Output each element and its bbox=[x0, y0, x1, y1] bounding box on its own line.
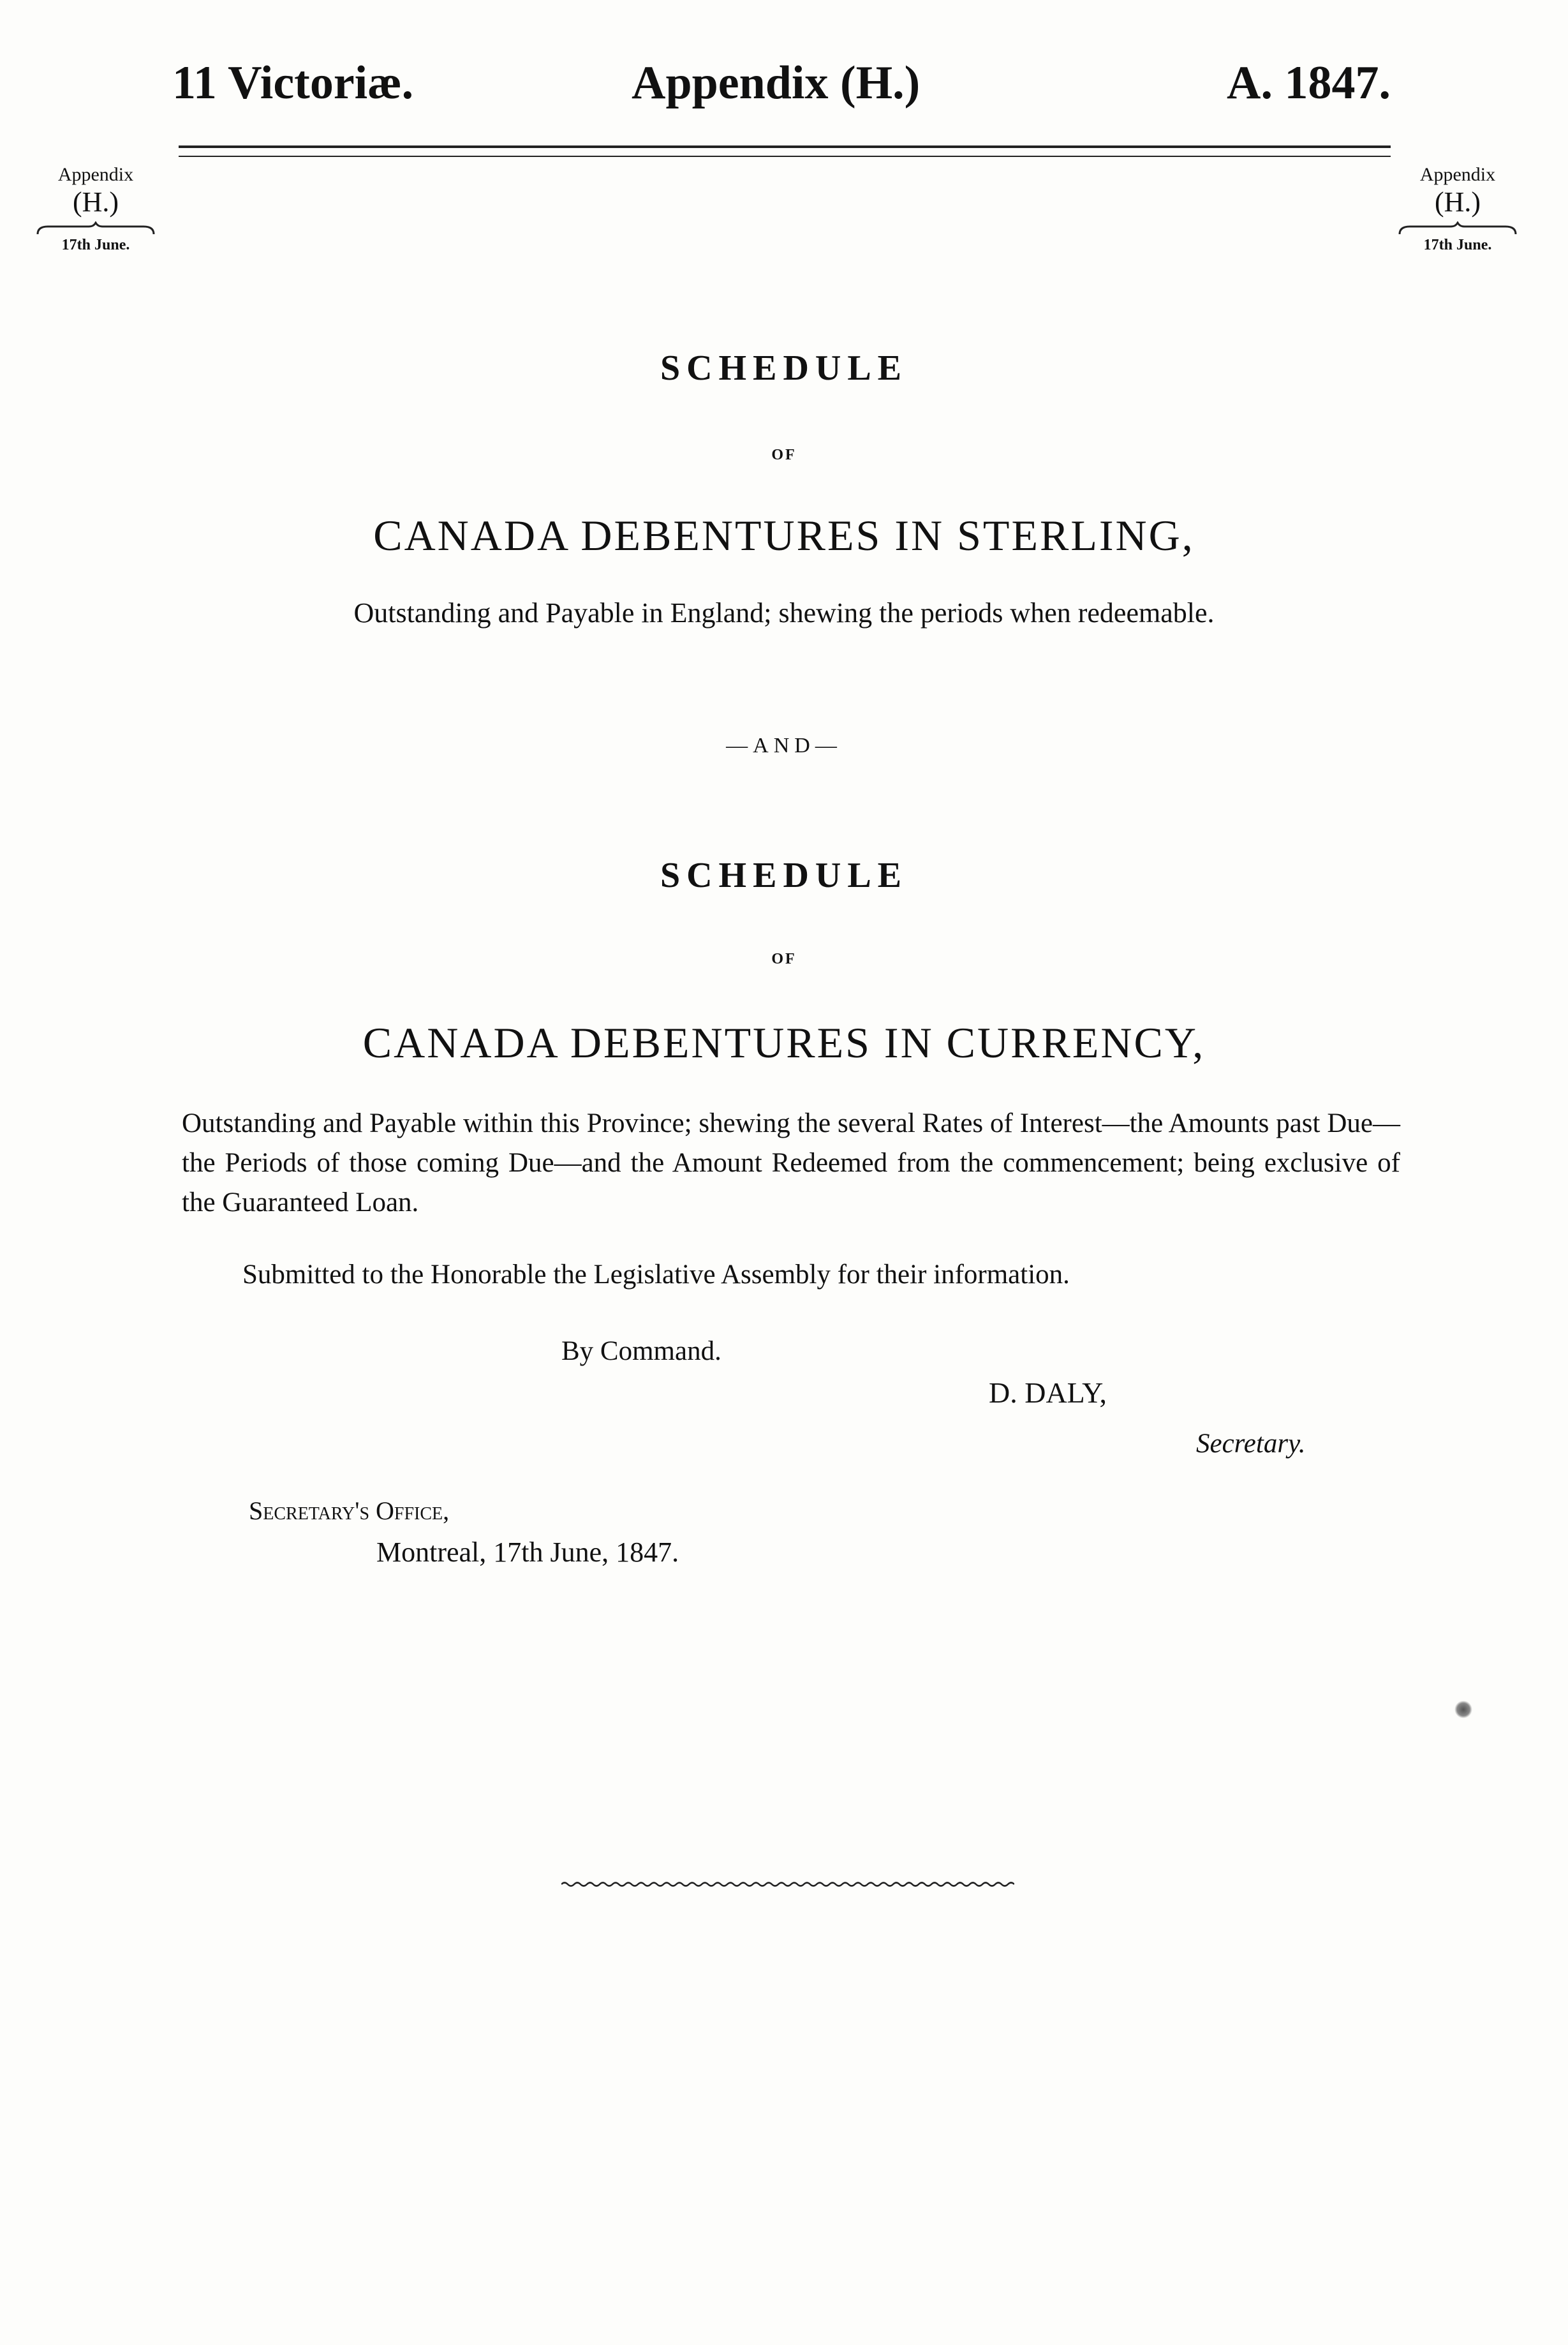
margin-note-letter: (H.) bbox=[1434, 186, 1481, 218]
header-rule bbox=[179, 145, 1391, 157]
margin-note-appendix: Appendix bbox=[1419, 164, 1496, 185]
brace-icon bbox=[1397, 221, 1518, 235]
submission-line: Submitted to the Honorable the Legislative Assembly for their information. bbox=[242, 1260, 1070, 1290]
margin-note-right bbox=[1391, 163, 1525, 255]
and-separator: —AND— bbox=[726, 734, 842, 757]
ink-speck bbox=[1454, 1701, 1472, 1718]
title-currency: CANADA DEBENTURES IN CURRENCY, bbox=[362, 1018, 1206, 1067]
currency-description: Outstanding and Payable within this Province; shewing the several Rates of Interest—the Amounts past Due—the Periods of those coming Due—and the Amount Redeemed from the commencement; being exclusive of the Guaranteed Loan. bbox=[182, 1108, 1400, 1217]
margin-note-date: 17th June. bbox=[61, 237, 130, 253]
subtitle-sterling: Outstanding and Payable in England; shewing the periods when redeemable. bbox=[353, 597, 1215, 629]
signer-title: Secretary. bbox=[1196, 1429, 1306, 1459]
by-command: By Command. bbox=[561, 1336, 721, 1366]
signer-name: D. DALY, bbox=[989, 1376, 1107, 1409]
appendix-label: Appendix (H.) bbox=[632, 57, 921, 109]
brace-icon bbox=[35, 221, 156, 235]
schedule-heading-sterling: SCHEDULE bbox=[660, 348, 908, 388]
wavy-rule bbox=[561, 1879, 1014, 1889]
margin-note-appendix: Appendix bbox=[57, 164, 134, 185]
regnal-year: 11 Victoriæ. bbox=[172, 57, 414, 109]
margin-note-left bbox=[29, 163, 163, 255]
of-label-currency: OF bbox=[771, 951, 797, 967]
margin-note-letter: (H.) bbox=[72, 186, 119, 218]
year-label: A. 1847. bbox=[1227, 57, 1391, 109]
office-name: Secretary's Office, bbox=[249, 1496, 450, 1525]
running-header bbox=[172, 54, 1391, 124]
margin-note-date: 17th June. bbox=[1423, 237, 1492, 253]
title-sterling: CANADA DEBENTURES IN STERLING, bbox=[373, 511, 1195, 560]
schedule-heading-currency: SCHEDULE bbox=[660, 856, 908, 895]
of-label-sterling: OF bbox=[771, 447, 797, 463]
place-date: Montreal, 17th June, 1847. bbox=[376, 1537, 679, 1568]
